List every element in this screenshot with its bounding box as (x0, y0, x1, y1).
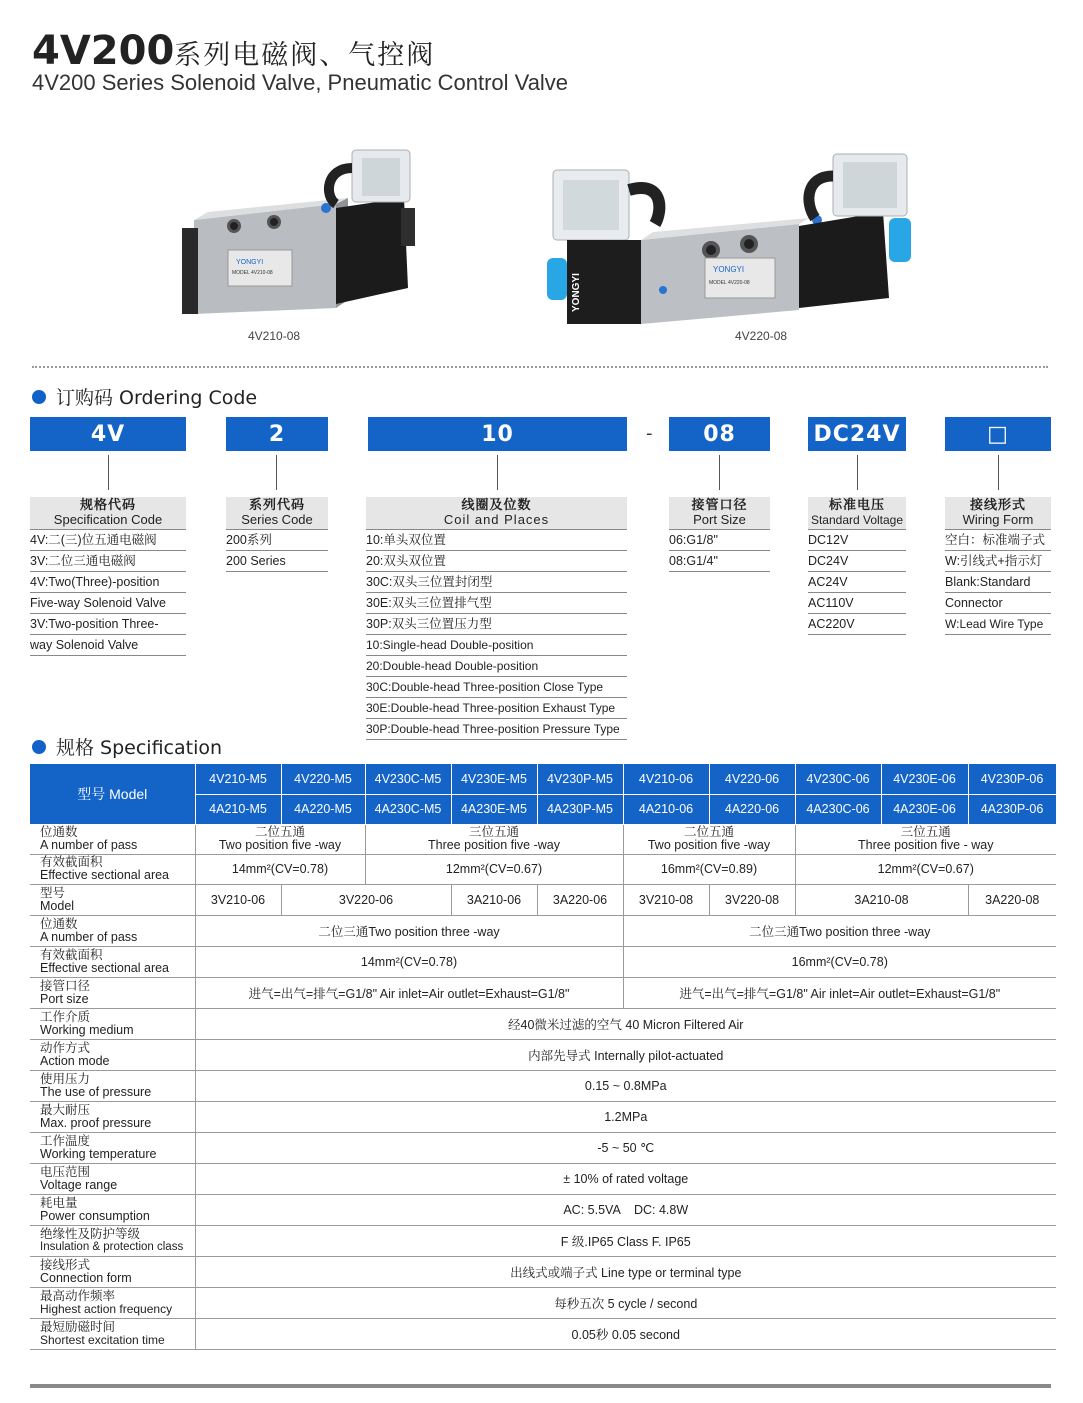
header-cn: 接线形式 (969, 498, 1026, 513)
spec-value: ± 10% of rated voltage (195, 1163, 1056, 1194)
product-image-4v220 (543, 140, 928, 330)
spec-value: 3V210-06 (195, 884, 281, 915)
spec-row-pressure (30, 1070, 1056, 1101)
code-column-wiring (945, 497, 1051, 635)
code-row: DC24V (808, 551, 906, 572)
spec-value: 3A220-08 (968, 884, 1056, 915)
spec-heading-text: 规格 Specification (56, 737, 223, 759)
header-en: Series Code (241, 512, 313, 527)
connector-line (998, 455, 999, 490)
spec-label: 电压范围 Voltage range (30, 1163, 195, 1194)
spec-row-3v-pass (30, 915, 1056, 946)
spec-row-frequency (30, 1287, 1056, 1318)
model-cell: 4A220-06 (709, 794, 795, 824)
code-row: 4V:二(三)位五通电磁阀 (30, 530, 186, 551)
spec-value: 每秒五次 5 cycle / second (195, 1287, 1056, 1318)
header-en: Port Size (693, 512, 746, 527)
code-row: 08:G1/4" (669, 551, 770, 572)
spec-value: 16mm²(CV=0.78) (623, 946, 1056, 977)
model-cell: 4A210-06 (623, 794, 709, 824)
spec-value: 3A210-06 (451, 884, 537, 915)
spec-value: 12mm²(CV=0.67) (365, 854, 623, 884)
spec-row-temp (30, 1132, 1056, 1163)
spec-label: 绝缘性及防护等级 Insulation & protection class (30, 1225, 195, 1256)
code-column-series (226, 497, 328, 572)
model-label: 型号 Model (30, 764, 195, 824)
model-cell: 4V230P-M5 (537, 764, 623, 794)
code-row: 06:G1/8" (669, 530, 770, 551)
spec-value: 三位五通 Three position five - way (795, 824, 1056, 854)
spec-row-power (30, 1194, 1056, 1225)
spec-row-pass (30, 824, 1056, 854)
spec-row-connection (30, 1256, 1056, 1287)
connector-line (719, 455, 720, 490)
code-row: AC220V (808, 614, 906, 635)
connector-line (108, 455, 109, 490)
svg-text:MODEL 4V220-08: MODEL 4V220-08 (709, 280, 750, 286)
title-model: 4V200 (32, 28, 175, 74)
footer-rule (30, 1384, 1051, 1388)
model-cell: 4V230E-M5 (451, 764, 537, 794)
code-column-header (945, 497, 1051, 530)
model-cell: 4V210-06 (623, 764, 709, 794)
product-image-4v210 (176, 138, 436, 328)
connector-line (497, 455, 498, 490)
code-row: 4V:Two(Three)-position (30, 572, 186, 593)
spec-value: 14mm²(CV=0.78) (195, 946, 623, 977)
code-box-voltage: DC24V (808, 417, 906, 451)
spec-label: 接线形式 Connection form (30, 1256, 195, 1287)
spec-value: 二位三通Two position three -way (195, 915, 623, 946)
header-en: Wiring Form (962, 512, 1034, 527)
model-row-1 (30, 764, 1056, 794)
svg-text:YONGYI: YONGYI (236, 259, 264, 266)
code-row: way Solenoid Valve (30, 635, 186, 656)
model-cell: 4V230P-06 (968, 764, 1056, 794)
svg-text:YONGYI: YONGYI (713, 265, 745, 274)
code-row: 10:Single-head Double-position (366, 635, 627, 656)
spec-row-3v-area (30, 946, 1056, 977)
model-cell: 4A230E-M5 (451, 794, 537, 824)
code-row: 3V:二位三通电磁阀 (30, 551, 186, 572)
header-en: Coil and Places (443, 512, 550, 527)
header-cn: 规格代码 (79, 498, 136, 513)
spec-value: 二位五通 Two position five -way (623, 824, 795, 854)
code-column-header (669, 497, 770, 530)
bullet-icon (32, 740, 46, 754)
spec-row-port (30, 977, 1056, 1008)
spec-value: 进气=出气=排气=G1/8" Air inlet=Air outlet=Exhaust=G1/8" (623, 977, 1056, 1008)
code-row: 200系列 (226, 530, 328, 551)
section-divider (32, 366, 1048, 368)
connector-line (276, 455, 277, 490)
spec-value: F 级.IP65 Class F. IP65 (195, 1225, 1056, 1256)
code-box-wiring: □ (945, 417, 1051, 451)
spec-label: 动作方式 Action mode (30, 1039, 195, 1070)
spec-row-voltage (30, 1163, 1056, 1194)
spec-label: 耗电量 Power consumption (30, 1194, 195, 1225)
code-row: Blank:Standard (945, 572, 1051, 593)
bullet-icon (32, 390, 46, 404)
code-row: 30C:双头三位置封闭型 (366, 572, 627, 593)
spec-value: 0.05秒 0.05 second (195, 1318, 1056, 1349)
model-cell: 4V210-M5 (195, 764, 281, 794)
spec-label: 工作温度 Working temperature (30, 1132, 195, 1163)
spec-value: 12mm²(CV=0.67) (795, 854, 1056, 884)
code-row: AC110V (808, 593, 906, 614)
spec-value: 二位三通Two position three -way (623, 915, 1056, 946)
code-box-port: 08 (669, 417, 770, 451)
model-cell: 4A230P-06 (968, 794, 1056, 824)
connector-line (857, 455, 858, 490)
spec-value: 0.15 ~ 0.8MPa (195, 1070, 1056, 1101)
spec-value: 进气=出气=排气=G1/8" Air inlet=Air outlet=Exhaust=G1/8" (195, 977, 623, 1008)
code-row: AC24V (808, 572, 906, 593)
spec-value: 内部先导式 Internally pilot-actuated (195, 1039, 1056, 1070)
code-column-port (669, 497, 770, 572)
spec-row-area (30, 854, 1056, 884)
model-cell: 4V220-M5 (281, 764, 365, 794)
spec-row-insulation (30, 1225, 1056, 1256)
spec-value: 16mm²(CV=0.89) (623, 854, 795, 884)
spec-label: 有效截面积 Effective sectional area (30, 946, 195, 977)
code-column-voltage (808, 497, 906, 635)
code-row: W:引线式+指示灯 (945, 551, 1051, 572)
code-row: 10:单头双位置 (366, 530, 627, 551)
model-cell: 4A230C-M5 (365, 794, 451, 824)
spec-label: 使用压力 The use of pressure (30, 1070, 195, 1101)
model-cell: 4A230C-06 (795, 794, 881, 824)
spec-label: 位通数 A number of pass (30, 915, 195, 946)
code-row: 30E:Double-head Three-position Exhaust Type (366, 698, 627, 719)
model-cell: 4A230P-M5 (537, 794, 623, 824)
specification-table (30, 764, 1057, 1350)
page-title (32, 28, 435, 74)
code-column-header (808, 497, 906, 530)
spec-value: 3A220-06 (537, 884, 623, 915)
code-row: 空白：标准端子式 (945, 530, 1051, 551)
spec-row-proof (30, 1101, 1056, 1132)
spec-value: 出线式或端子式 Line type or terminal type (195, 1256, 1056, 1287)
code-box-spec: 4V (30, 417, 186, 451)
spec-value: AC: 5.5VA DC: 4.8W (195, 1194, 1056, 1225)
model-cell: 4V220-06 (709, 764, 795, 794)
header-cn: 标准电压 (828, 498, 885, 513)
model-cell: 4A210-M5 (195, 794, 281, 824)
code-column-header (30, 497, 186, 530)
spec-value: 3V220-08 (709, 884, 795, 915)
code-row: 30P:Double-head Three-position Pressure Type (366, 719, 627, 740)
spec-label: 接管口径 Port size (30, 977, 195, 1008)
spec-row-medium (30, 1008, 1056, 1039)
code-row: 20:Double-head Double-position (366, 656, 627, 677)
spec-label: 工作介质 Working medium (30, 1008, 195, 1039)
ordering-code-heading (32, 383, 257, 410)
code-row: Connector (945, 593, 1051, 614)
code-row: 30E:双头三位置排气型 (366, 593, 627, 614)
code-column-coil (366, 497, 627, 740)
code-column-header (226, 497, 328, 530)
spec-label: 最高动作频率 Highest action frequency (30, 1287, 195, 1318)
model-cell: 4V230E-06 (881, 764, 968, 794)
spec-value: 二位五通 Two position five -way (195, 824, 365, 854)
spec-value: 3A210-08 (795, 884, 968, 915)
spec-row-action (30, 1039, 1056, 1070)
spec-row-excitation (30, 1318, 1056, 1349)
title-cn: 系列电磁阀、气控阀 (174, 40, 436, 71)
code-row: DC12V (808, 530, 906, 551)
spec-row-3v-model (30, 884, 1056, 915)
code-row: 30C:Double-head Three-position Close Type (366, 677, 627, 698)
code-box-series: 2 (226, 417, 328, 451)
model-cell: 4A230E-06 (881, 794, 968, 824)
spec-value: -5 ~ 50 ℃ (195, 1132, 1056, 1163)
ordering-heading-text: 订购码 Ordering Code (56, 387, 258, 409)
code-row: 20:双头双位置 (366, 551, 627, 572)
spec-label: 有效截面积 Effective sectional area (30, 854, 195, 884)
spec-value: 经40微米过滤的空气 40 Micron Filtered Air (195, 1008, 1056, 1039)
header-cn: 系列代码 (248, 498, 305, 513)
spec-label: 最短励磁时间 Shortest excitation time (30, 1318, 195, 1349)
spec-label: 位通数 A number of pass (30, 824, 195, 854)
svg-text:MODEL 4V210-08: MODEL 4V210-08 (232, 270, 273, 276)
spec-value: 3V220-06 (281, 884, 451, 915)
code-box-coil: 10 (368, 417, 627, 451)
spec-value: 14mm²(CV=0.78) (195, 854, 365, 884)
spec-value: 三位五通 Three position five -way (365, 824, 623, 854)
header-cn: 线圈及位数 (461, 498, 532, 513)
code-row: Five-way Solenoid Valve (30, 593, 186, 614)
code-dash: - (646, 423, 653, 444)
page-subtitle: 4V200 Series Solenoid Valve, Pneumatic Control Valve (32, 70, 569, 95)
code-column-spec (30, 497, 186, 656)
code-row: W:Lead Wire Type (945, 614, 1051, 635)
model-cell: 4V230C-06 (795, 764, 881, 794)
header-en: Specification Code (53, 512, 163, 527)
spec-value: 3V210-08 (623, 884, 709, 915)
header-en: Standard Voltage (810, 513, 904, 527)
model-cell: 4V230C-M5 (365, 764, 451, 794)
spec-label: 最大耐压 Max. proof pressure (30, 1101, 195, 1132)
code-column-header (366, 497, 627, 530)
product-caption: 4V210-08 (248, 329, 301, 343)
spec-value: 1.2MPa (195, 1101, 1056, 1132)
code-row: 30P:双头三位置压力型 (366, 614, 627, 635)
specification-heading (32, 733, 222, 760)
spec-label: 型号 Model (30, 884, 195, 915)
svg-text:YONGYI: YONGYI (571, 273, 582, 312)
header-cn: 接管口径 (691, 498, 748, 513)
model-cell: 4A220-M5 (281, 794, 365, 824)
code-row: 3V:Two-position Three- (30, 614, 186, 635)
code-row: 200 Series (226, 551, 328, 572)
product-caption: 4V220-08 (735, 329, 788, 343)
